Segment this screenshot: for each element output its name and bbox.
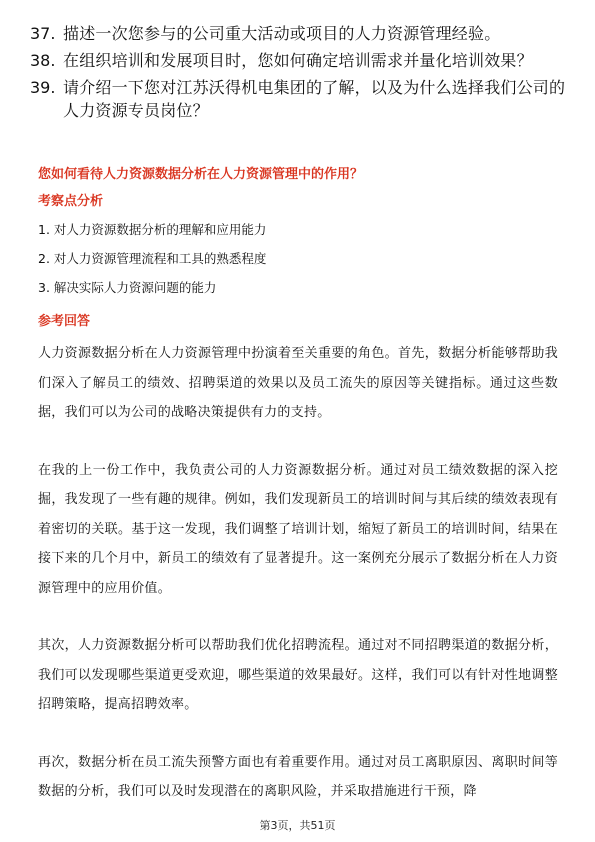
answer-body xyxy=(38,339,558,835)
answer-paragraph: 其次，人力资源数据分析可以帮助我们优化招聘流程。通过对不同招聘渠道的数据分析，我们可以发现哪些渠道更受欢迎，哪些渠道的效果最好。这样，我们可以有针对性地调整招聘策略，提高招聘效率。 xyxy=(38,638,558,712)
question-number: 37. xyxy=(30,24,56,43)
question-item xyxy=(30,22,570,45)
analysis-heading: 考察点分析 xyxy=(38,194,104,209)
analysis-point: 3. 解决实际人力资源问题的能力 xyxy=(38,280,217,295)
answer-paragraph: 在我的上一份工作中，我负责公司的人力资源数据分析。通过对员工绩效数据的深入挖掘，我发现了一些有趣的规律。例如，我们发现新员工的培训时间与其后续的绩效表现有着密切的关联。基于这一发现，我们调整了培训计划，缩短了新员工的培训时间，结果在接下来的几个月中，新员工的绩效有了显著提升。这一案例充分展示了数据分析在人力资源管理中的应用价值。 xyxy=(38,462,558,596)
analysis-points xyxy=(38,221,558,308)
section-title: 您如何看待人力资源数据分析在人力资源管理中的作用？ xyxy=(38,167,364,182)
question-text: 在组织培训和发展项目时，您如何确定培训需求并量化培训效果？ xyxy=(63,51,533,70)
page-footer: 第3页，共51页 xyxy=(259,819,336,832)
question-number: 38. xyxy=(30,51,56,70)
analysis-point: 2. 对人力资源管理流程和工具的熟悉程度 xyxy=(38,251,267,266)
answer-heading: 参考回答 xyxy=(38,314,91,329)
question-text: 请介绍一下您对江苏沃得机电集团的了解，以及为什么选择我们公司的人力资源专员岗位？ xyxy=(63,78,566,120)
analysis-point: 1. 对人力资源数据分析的理解和应用能力 xyxy=(38,222,267,237)
question-item xyxy=(30,76,570,122)
question-number: 39. xyxy=(30,78,56,97)
answer-paragraph: 人力资源数据分析在人力资源管理中扮演着至关重要的角色。首先，数据分析能够帮助我们深入了解员工的绩效、招聘渠道的效果以及员工流失的原因等关键指标。通过这些数据，我们可以为公司的战略决策提供有力的支持。 xyxy=(38,346,558,420)
question-text: 描述一次您参与的公司重大活动或项目的人力资源管理经验。 xyxy=(63,24,501,43)
answer-paragraph: 再次，数据分析在员工流失预警方面也有着重要作用。通过对员工离职原因、离职时间等数据的分析，我们可以及时发现潜在的离职风险，并采取措施进行干预，降 xyxy=(38,754,558,799)
question-list xyxy=(30,22,570,126)
question-item xyxy=(30,49,570,72)
